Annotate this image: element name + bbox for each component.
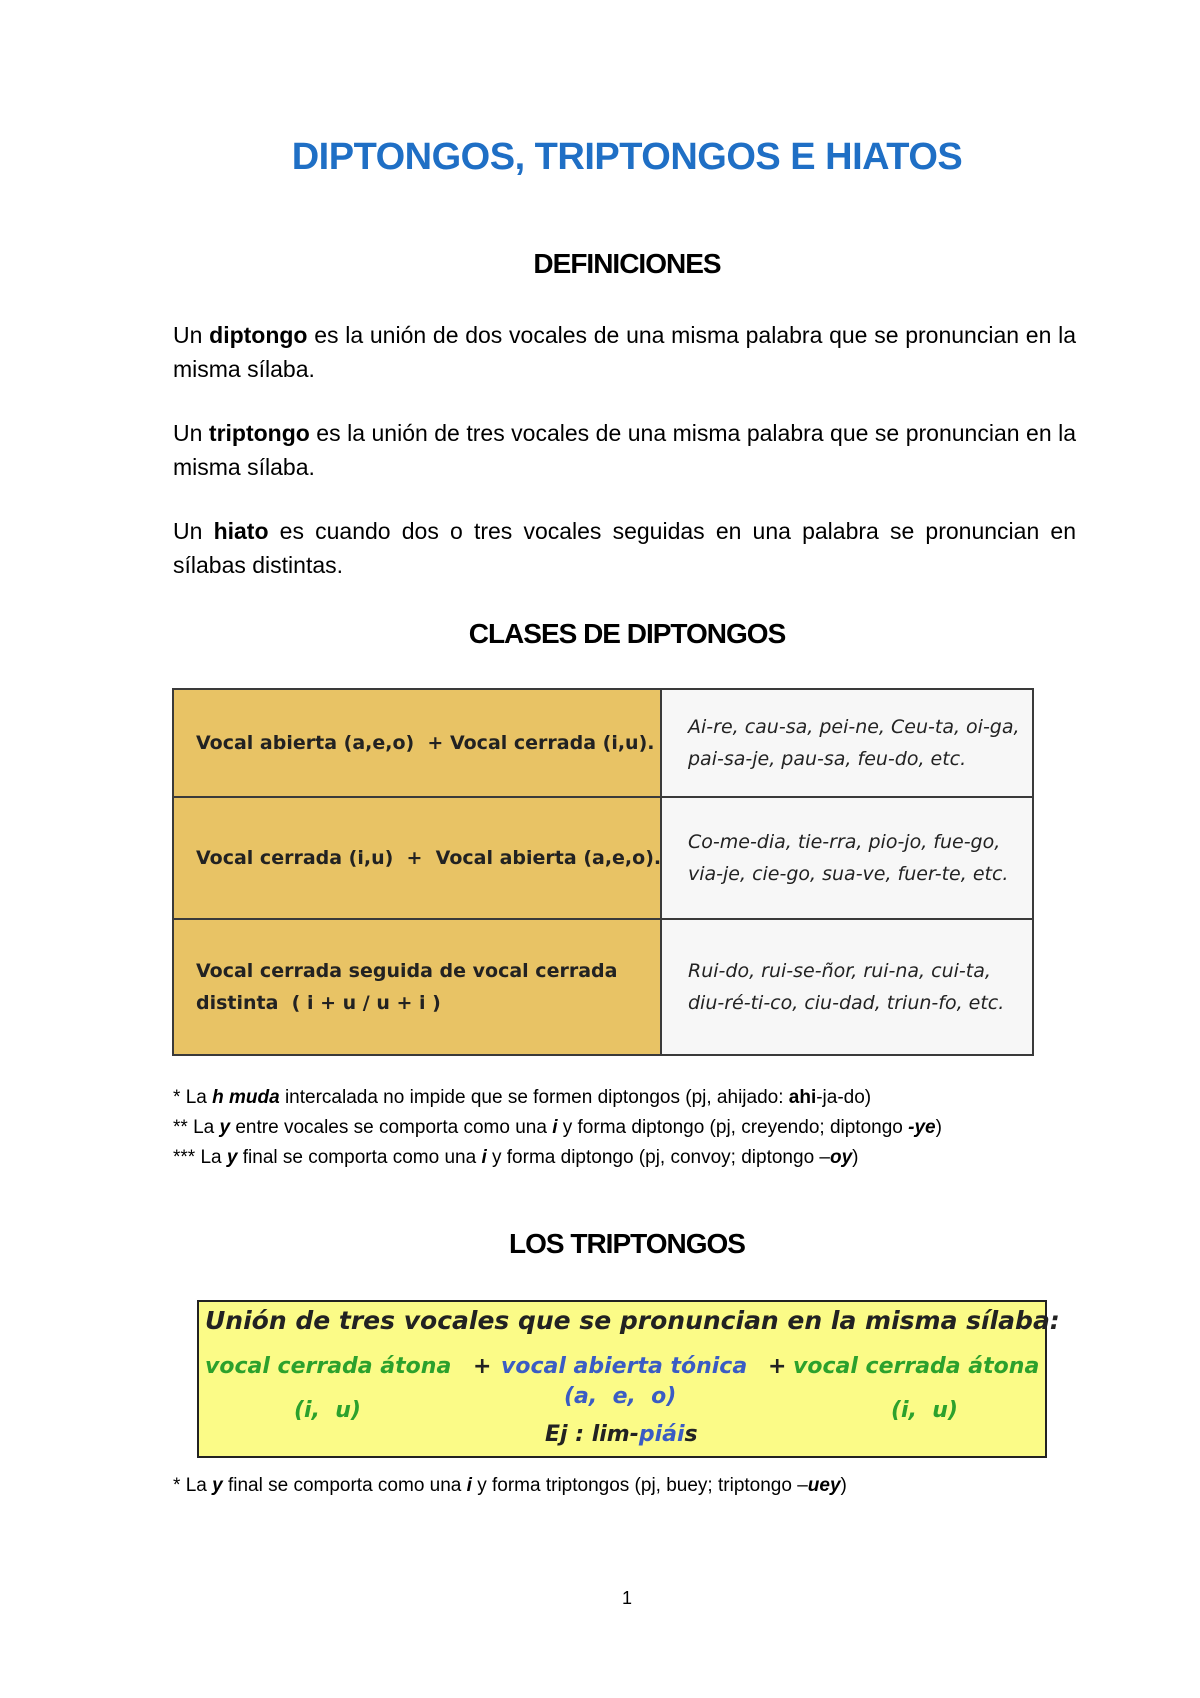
- definition-triptongo: [173, 416, 1076, 484]
- note-text: y forma diptongo (pj, convoy; diptongo –: [486, 1147, 830, 1168]
- definition-diptongo-pre: Un: [173, 322, 210, 348]
- note-emphasis: y: [212, 1475, 223, 1496]
- note-text: -ja-do): [816, 1087, 872, 1108]
- page-number: 1: [621, 1588, 632, 1608]
- definition-triptongo-text: es la unión de tres vocales de una misma palabra que se pronuncian en la misma sílaba.: [173, 420, 1077, 480]
- example-word-highlight: piái: [638, 1422, 685, 1447]
- note-text: intercalada no impide que se formen diptongos (pj, ahijado:: [279, 1087, 789, 1108]
- definition-hiato-pre: Un: [173, 518, 214, 544]
- example-cell: [661, 797, 1033, 919]
- example-line: pai-sa-je, pau-sa, feu-do, etc.: [688, 748, 967, 770]
- note-emphasis: -ye: [908, 1117, 936, 1138]
- plus-sign: +: [473, 1354, 492, 1379]
- example-line: diu-ré-ti-co, ciu-dad, triun-fo, etc.: [688, 992, 1005, 1014]
- note-text: La: [193, 1117, 220, 1138]
- table-row: [173, 797, 1033, 919]
- definition-hiato: [173, 514, 1076, 582]
- formula-values-2: (a, e, o): [564, 1384, 677, 1409]
- note-y-final-triptongo: [173, 1471, 847, 1501]
- note-text: ): [840, 1475, 847, 1496]
- rule-cell: [173, 689, 661, 797]
- definition-hiato-term: hiato: [213, 518, 269, 544]
- example-line: Co-me-dia, tie-rra, pio-jo, fue-go,: [688, 831, 1001, 853]
- example-line: Rui-do, rui-se-ñor, rui-na, cui-ta,: [688, 960, 991, 982]
- page-title: DIPTONGOS, TRIPTONGOS E HIATOS: [291, 136, 963, 178]
- rule-text: Vocal abierta (a,e,o) + Vocal cerrada (i,u).: [196, 732, 655, 754]
- note-text: La: [185, 1087, 213, 1108]
- note-emphasis: y: [219, 1117, 231, 1138]
- rule-text: Vocal cerrada seguida de vocal cerrada: [196, 960, 618, 982]
- rule-text: distinta ( i + u / u + i ): [196, 992, 441, 1014]
- note-text: La: [185, 1475, 213, 1496]
- note-text: y forma diptongo (pj, creyendo; diptongo: [557, 1117, 909, 1138]
- example-word-end: s: [684, 1422, 698, 1447]
- definition-triptongo-term: triptongo: [208, 420, 310, 446]
- diphthong-classes-table: [172, 688, 1034, 1056]
- note-stars: *: [173, 1087, 186, 1108]
- example-word-start: lim-: [591, 1422, 639, 1447]
- note-text: entre vocales se comporta como una: [230, 1117, 553, 1138]
- example-line: via-je, cie-go, sua-ve, fuer-te, etc.: [688, 863, 1009, 885]
- note-text: La: [200, 1147, 227, 1168]
- diphthong-notes: [173, 1083, 1093, 1173]
- example-line: Ai-re, cau-sa, pei-ne, Ceu-ta, oi-ga,: [688, 716, 1020, 738]
- example-cell: [661, 689, 1033, 797]
- example-cell: [661, 919, 1033, 1055]
- formula-part-3: vocal cerrada átona: [793, 1354, 1040, 1379]
- note-emphasis: i: [466, 1475, 472, 1496]
- note-emphasis: y: [226, 1147, 238, 1168]
- rule-cell: [173, 797, 661, 919]
- definition-diptongo-text: es la unión de dos vocales de una misma palabra que se pronuncian en la misma sílaba.: [173, 322, 1076, 382]
- note-text: ): [935, 1117, 942, 1138]
- note-h-muda: [173, 1083, 1093, 1113]
- triptongo-formula-box: [197, 1300, 1060, 1458]
- table-row: [173, 919, 1033, 1055]
- definition-diptongo-term: diptongo: [209, 322, 308, 348]
- note-text: y forma triptongos (pj, buey; triptongo –: [471, 1475, 808, 1496]
- note-text: final se comporta como una: [237, 1147, 482, 1168]
- rule-cell: [173, 919, 661, 1055]
- note-emphasis: uey: [807, 1475, 841, 1496]
- triptongos-heading: LOS TRIPTONGOS: [509, 1228, 745, 1259]
- formula-values-3: (i, u): [891, 1398, 958, 1423]
- note-emphasis: i: [481, 1147, 487, 1168]
- example-label: Ej :: [545, 1422, 585, 1447]
- table-row: [173, 689, 1033, 797]
- note-emphasis: h muda: [212, 1087, 280, 1108]
- note-stars: *: [173, 1475, 186, 1496]
- note-text: ): [852, 1147, 859, 1168]
- note-y-entre-vocales: [173, 1113, 1093, 1143]
- formula-part-2: vocal abierta tónica: [501, 1354, 748, 1379]
- classes-heading: CLASES DE DIPTONGOS: [468, 618, 786, 649]
- triptongo-example: [545, 1422, 698, 1447]
- note-y-final: [173, 1143, 1093, 1173]
- formula-part-1: vocal cerrada átona: [205, 1354, 452, 1379]
- rule-text: Vocal cerrada (i,u) + Vocal abierta (a,e,o).: [196, 847, 662, 869]
- note-stars: **: [173, 1117, 194, 1138]
- definitions-heading: DEFINICIONES: [533, 248, 721, 279]
- note-emphasis: i: [552, 1117, 558, 1138]
- note-emphasis: oy: [829, 1147, 853, 1168]
- triptongo-headline: Unión de tres vocales que se pronuncian en la misma sílaba:: [205, 1306, 1060, 1335]
- definition-triptongo-pre: Un: [173, 420, 209, 446]
- definition-diptongo: [173, 318, 1076, 386]
- definition-hiato-text: es cuando dos o tres vocales seguidas en una palabra se pronuncian en sílabas distintas.: [173, 518, 1076, 578]
- formula-values-1: (i, u): [294, 1398, 361, 1423]
- note-stars: ***: [173, 1147, 201, 1168]
- note-text: final se comporta como una: [222, 1475, 467, 1496]
- note-strong: ahi: [788, 1087, 817, 1108]
- plus-sign: +: [768, 1354, 787, 1379]
